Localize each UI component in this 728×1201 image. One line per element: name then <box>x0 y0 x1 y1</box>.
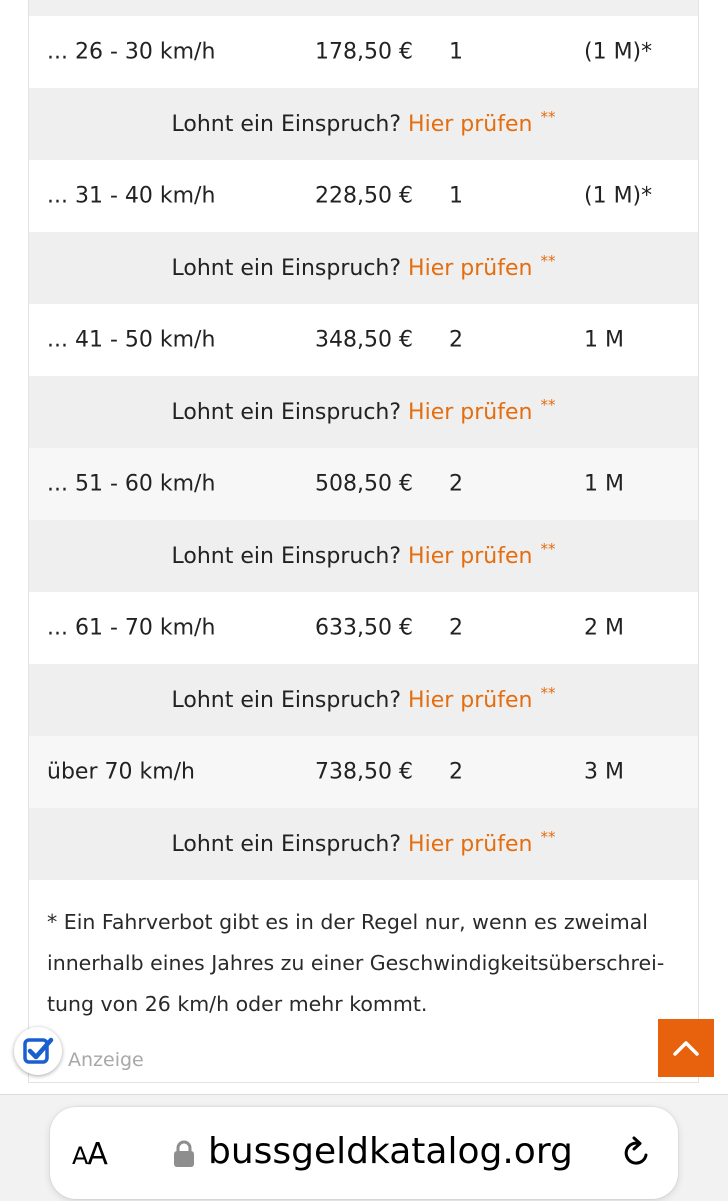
einspruch-question: Lohnt ein Einspruch? <box>171 111 402 137</box>
footnote-stars: ** <box>540 252 556 270</box>
text-size-small-letter: A <box>72 1142 88 1170</box>
ban-cell: 1 M <box>584 471 624 497</box>
check-link[interactable]: Hier prüfen <box>408 543 533 569</box>
fine-cell: 348,50 € <box>315 327 413 353</box>
ban-cell: (1 M)* <box>584 39 653 65</box>
einspruch-row <box>29 88 698 160</box>
table-row <box>29 16 698 88</box>
points-cell: 2 <box>449 327 463 353</box>
einspruch-question: Lohnt ein Einspruch? <box>171 399 402 425</box>
reload-icon[interactable] <box>618 1135 654 1171</box>
footnote-line: innerhalb eines Jahres zu einer Geschwindigkeitsüberschrei- <box>47 951 665 975</box>
fine-cell: 508,50 € <box>315 471 413 497</box>
footnote-stars: ** <box>540 540 556 558</box>
footnote-text <box>29 880 698 1025</box>
table-row <box>29 160 698 232</box>
footnote-stars: ** <box>540 396 556 414</box>
footnote-stars: ** <box>540 828 556 846</box>
check-link[interactable]: Hier prüfen <box>408 687 533 713</box>
einspruch-question: Lohnt ein Einspruch? <box>171 831 402 857</box>
browser-bottom-bar <box>0 1094 728 1201</box>
points-cell: 1 <box>449 183 463 209</box>
check-link[interactable]: Hier prüfen <box>408 831 533 857</box>
footnote-line: tung von 26 km/h oder mehr kommt. <box>47 992 428 1016</box>
ban-cell: 2 M <box>584 615 624 641</box>
fine-cell: 633,50 € <box>315 615 413 641</box>
text-size-button[interactable] <box>72 1137 107 1172</box>
einspruch-row <box>29 232 698 304</box>
check-link[interactable]: Hier prüfen <box>408 399 533 425</box>
ad-choices-badge[interactable] <box>14 1027 64 1077</box>
address-bar[interactable] <box>50 1107 678 1199</box>
einspruch-row <box>29 376 698 448</box>
ban-cell: 1 M <box>584 327 624 353</box>
einspruch-row <box>29 664 698 736</box>
speed-cell: ... 51 - 60 km/h <box>47 471 216 497</box>
text-size-big-letter: A <box>87 1137 107 1172</box>
ad-label: Anzeige <box>68 1049 144 1071</box>
footnote-line: * Ein Fahrverbot gibt es in der Regel nur, wenn es zweimal <box>47 910 648 934</box>
table-row <box>29 592 698 664</box>
ban-cell: (1 M)* <box>584 183 653 209</box>
url-text[interactable]: bussgeldkatalog.org <box>208 1131 573 1172</box>
table-row <box>29 448 698 520</box>
fine-cell: 738,50 € <box>315 759 413 785</box>
table-row <box>29 304 698 376</box>
speed-cell: über 70 km/h <box>47 759 195 785</box>
table-row <box>29 736 698 808</box>
table-top-strip <box>29 0 698 16</box>
check-link[interactable]: Hier prüfen <box>408 111 533 137</box>
footnote-stars: ** <box>540 684 556 702</box>
einspruch-row <box>29 808 698 880</box>
speed-cell: ... 31 - 40 km/h <box>47 183 216 209</box>
fine-cell: 228,50 € <box>315 183 413 209</box>
points-cell: 1 <box>449 39 463 65</box>
speed-cell: ... 61 - 70 km/h <box>47 615 216 641</box>
speed-cell: ... 26 - 30 km/h <box>47 39 216 65</box>
points-cell: 2 <box>449 471 463 497</box>
ban-cell: 3 M <box>584 759 624 785</box>
speed-cell: ... 41 - 50 km/h <box>47 327 216 353</box>
einspruch-question: Lohnt ein Einspruch? <box>171 687 402 713</box>
points-cell: 2 <box>449 615 463 641</box>
lock-icon <box>172 1139 196 1169</box>
checkmark-badge-icon <box>14 1027 62 1075</box>
chevron-up-icon <box>672 1039 700 1057</box>
footnote-stars: ** <box>540 108 556 126</box>
check-link[interactable]: Hier prüfen <box>408 255 533 281</box>
einspruch-question: Lohnt ein Einspruch? <box>171 543 402 569</box>
einspruch-row <box>29 520 698 592</box>
points-cell: 2 <box>449 759 463 785</box>
fine-cell: 178,50 € <box>315 39 413 65</box>
scroll-to-top-button[interactable] <box>658 1019 714 1077</box>
einspruch-question: Lohnt ein Einspruch? <box>171 255 402 281</box>
fine-table-section <box>28 0 699 1083</box>
